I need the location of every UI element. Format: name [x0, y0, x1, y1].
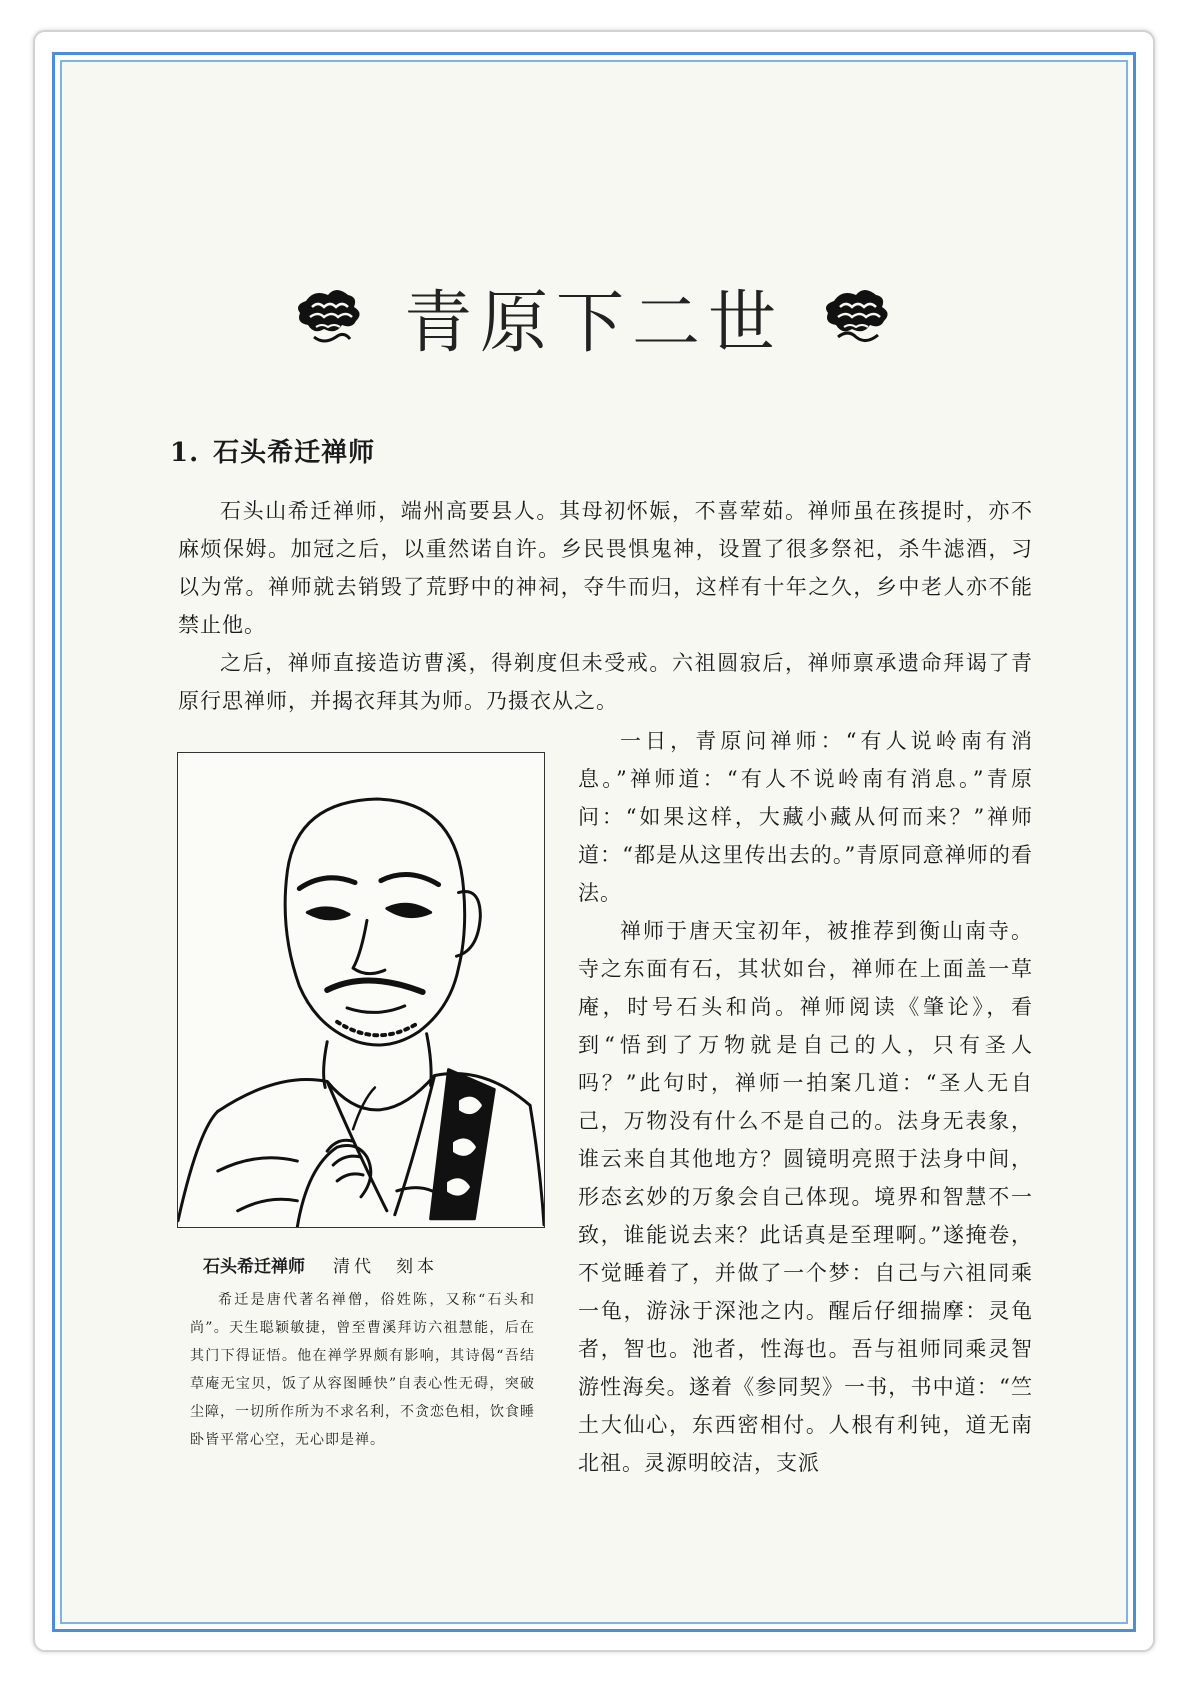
title-row [0, 272, 1188, 362]
figure-caption-name: 石头希迁禅师 [203, 1257, 305, 1277]
body-paragraph: 禅师于唐天宝初年，被推荐到衡山南寺。寺之东面有石，其状如台，禅师在上面盖一草庵，时号石头和尚。禅师阅读《肇论》，看到“悟到了万物就是自己的人，只有圣人吗？”此句时，禅师一拍案几道：“圣人无自己，万物没有什么不是自己的。法身无表象，谁云来自其他地方？圆镜明亮照于法身中间，形态玄妙的万象会自己体现。境界和智慧不一致，谁能说去来？此话真是至理啊。”遂掩卷，不觉睡着了，并做了一个梦：自己与六祖同乘一龟，游泳于深池之内。醒后仔细揣摩：灵龟者，智也。池者，性海也。吾与祖师同乘灵智游性海矣。遂着《参同契》一书，书中道：“竺土大仙心，东西密相付。人根有利钝，道无南北祖。灵源明皎洁，支派 [578, 919, 1033, 1475]
body-paragraph: 石头山希迁禅师，端州高要县人。其母初怀娠，不喜荤茹。禅师虽在孩提时，亦不麻烦保姆。加冠之后，以重然诺自许。乡民畏惧鬼神，设置了很多祭祀，杀牛滤酒，习以为常。禅师就去销毁了荒野中的神祠，夺牛而归，这样有十年之久，乡中老人亦不能禁止他。 [178, 499, 1033, 637]
cloud-ornament-icon [294, 279, 366, 355]
figure-caption-source: 清代 刻本 [333, 1257, 438, 1277]
body-paragraph: 一日，青原问禅师：“有人说岭南有消息。”禅师道：“有人不说岭南有消息。”青原问：“如果这样，大藏小藏从何而来？”禅师道：“都是从这里传出去的。”青原同意禅师的看法。 [578, 729, 1033, 905]
section-heading [170, 432, 375, 469]
figure-caption-text: 希迁是唐代著名禅僧，俗姓陈，又称“石头和尚”。天生聪颖敏捷，曾至曹溪拜访六祖慧能，后在其门下得证悟。他在禅学界颇有影响，其诗偈“吾结草庵无宝贝，饭了从容图睡快”自表心性无碍，突破尘障，一切所作所为不求名利，不贪恋色相，饮食睡卧皆平常心空，无心即是禅。 [190, 1292, 535, 1448]
section-title: 石头希迁禅师 [213, 438, 376, 468]
figure-caption-title [203, 1252, 438, 1277]
section-number: 1. [170, 438, 200, 468]
cloud-ornament-icon [822, 279, 894, 355]
portrait-illustration [177, 752, 545, 1228]
page-title: 青原下二世 [403, 283, 784, 363]
body-paragraph: 之后，禅师直接造访曹溪，得剃度但未受戒。六祖圆寂后，禅师禀承遗命拜谒了青原行思禅师，并揭衣拜其为师。乃摄衣从之。 [178, 651, 1033, 713]
